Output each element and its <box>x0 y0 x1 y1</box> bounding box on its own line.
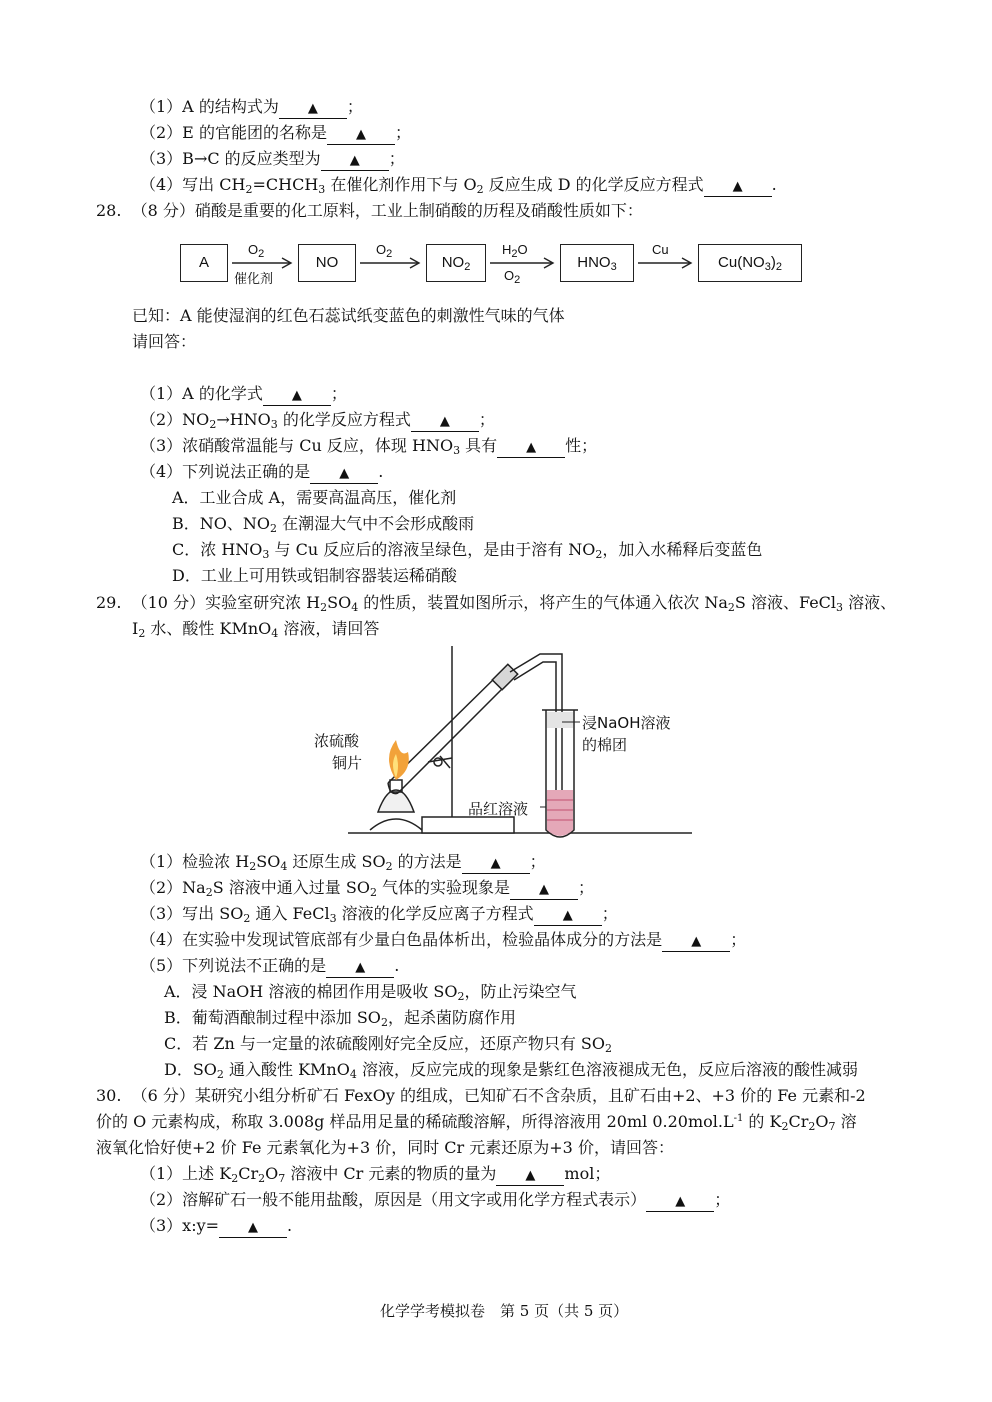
q29-part1: （1）检验浓 $H_2SO_4$ 还原生成 $SO_2$ 的方法是 ▲ ； <box>140 852 546 873</box>
q28-ask: 请回答： <box>132 332 197 351</box>
q29-title-line2: $I_2$ 水、酸性 KMnO$_4$ 溶液，请回答 <box>132 619 380 640</box>
q27-part4: （4）写出 $CH_2=CHCH_3$ 在催化剂作用下与 $O_2$ 反应生成 D 的化学反应方程式 ▲ . <box>140 175 777 196</box>
q29-option-b: B．葡萄酒酿制过程中添加 $SO_2$，起杀菌防腐作用 <box>164 1008 516 1029</box>
q28-option-a: A．工业合成 A，需要高温高压，催化剂 <box>172 488 457 507</box>
label-concentrated-sulfuric-acid: 浓硫酸 <box>314 732 360 750</box>
q27-part1: （1）A 的结构式为 ▲ ； <box>140 95 363 119</box>
blank-mark: ▲ <box>539 882 550 897</box>
answer-blank[interactable] <box>646 1191 714 1212</box>
answer-blank[interactable] <box>219 1217 287 1238</box>
q29-part5: （5）下列说法不正确的是 ▲ . <box>140 954 399 978</box>
q30-part2: （2）溶解矿石一般不能用盐酸，原因是（用文字或用化学方程式表示） ▲ ； <box>140 1188 730 1212</box>
blank-mark: ▲ <box>355 960 366 975</box>
q28-part1: （1）A 的化学式 ▲ ； <box>140 382 347 406</box>
flow-arrows <box>0 0 992 300</box>
flow-box-hno3: $HNO_3$ <box>560 244 634 282</box>
q28-part3: （3）浓硝酸常温能与 Cu 反应，体现 $HNO_3$ 具有 ▲ 性； <box>140 436 598 457</box>
blank-mark: ▲ <box>675 1194 686 1209</box>
q28-known: 已知：A 能使湿润的红色石蕊试纸变蓝色的刺激性气味的气体 <box>132 306 565 325</box>
answer-blank[interactable] <box>510 879 578 900</box>
flow-box-a: A <box>180 244 228 282</box>
page-footer: 化学学考模拟卷 第 5 页（共 5 页） <box>380 1302 629 1320</box>
answer-blank[interactable] <box>534 905 602 926</box>
answer-blank[interactable] <box>497 437 565 458</box>
q30-title-line3: 液氧化恰好使+2 价 Fe 元素氧化为+3 价，同时 Cr 元素还原为+3 价，请回答： <box>96 1138 674 1157</box>
blank-mark: ▲ <box>248 1220 259 1235</box>
flow-box-no2: $NO_2$ <box>426 244 486 282</box>
blank-mark: ▲ <box>691 934 702 949</box>
q30-title-line2: 价的 O 元素构成，称取 3.008g 样品用足量的稀硫酸溶解，所得溶液用 20ml $0.20mol.L^{-1}$ 的 $K_2Cr_2O_7$ 溶 <box>96 1112 857 1133</box>
q28-part2: $(2)NO_2\to HNO_3$ 的化学反应方程式 ▲ ； <box>140 410 495 431</box>
blank-mark: ▲ <box>355 127 366 142</box>
arrow2-label-top: $O_2$ <box>376 242 393 260</box>
blank-mark: ▲ <box>732 179 743 194</box>
arrow1-label-top: $O_2$ <box>248 242 265 260</box>
arrow3-label-bottom: $O_2$ <box>504 268 521 286</box>
blank-mark: ▲ <box>562 908 573 923</box>
q28-option-d: D．工业上可用铁或铝制容器装运稀硝酸 <box>172 566 457 585</box>
flow-box-no: NO <box>298 244 356 282</box>
blank-mark: ▲ <box>526 440 537 455</box>
q29-option-d: D．$SO_2$ 通入酸性 KMnO$_4$ 溶液，反应完成的现象是紫红色溶液褪成无色，反应后溶液的酸性减弱 <box>164 1060 858 1081</box>
answer-blank[interactable] <box>662 931 730 952</box>
answer-blank[interactable] <box>496 1165 564 1186</box>
q29-option-a: A．浸 NaOH 溶液的棉团作用是吸收 $SO_2$，防止污染空气 <box>164 982 577 1003</box>
q30-part3: （3）x:y= ▲ . <box>140 1214 292 1238</box>
answer-blank[interactable] <box>310 463 378 484</box>
label-copper: 铜片 <box>332 754 363 772</box>
blank-mark: ▲ <box>439 414 450 429</box>
answer-blank[interactable] <box>263 385 331 406</box>
q29-title-line1: 29. （10 分）实验室研究浓 $H_2SO_4$ 的性质，装置如图所示，将产生的气体通入依次 $Na_2S$ 溶液、FeCl$_3$ 溶液、 <box>96 593 897 614</box>
q28-title: 28. （8 分）硝酸是重要的化工原料，工业上制硝酸的历程及硝酸性质如下： <box>96 201 643 220</box>
label-cotton: 的棉团 <box>582 736 628 754</box>
flow-box-cuno3: $Cu(NO_3)_2$ <box>698 244 802 282</box>
label-magenta-solution: 品红溶液 <box>468 800 529 818</box>
blank-mark: ▲ <box>490 856 501 871</box>
q28-option-c: C．浓 $HNO_3$ 与 Cu 反应后的溶液呈绿色，是由于溶有 $NO_2$，加入水稀释后变蓝色 <box>172 540 763 561</box>
q29-part2: $(2)Na_2S$ 溶液中通入过量 $SO_2$ 气体的实验现象是 ▲ ； <box>140 878 595 899</box>
q28-part4: （4）下列说法正确的是 ▲ . <box>140 460 383 484</box>
blank-mark: ▲ <box>291 388 302 403</box>
answer-blank[interactable] <box>326 957 394 978</box>
arrow4-label-top: Cu <box>652 242 669 257</box>
q29-option-c: C．若 Zn 与一定量的浓硫酸刚好完全反应，还原产物只有 $SO_2$ <box>164 1034 613 1055</box>
q29-part3: （3）写出 $SO_2$ 通入 FeCl$_3$ 溶液的化学反应离子方程式 ▲ ； <box>140 904 618 925</box>
q30-part1: （1）上述 $K_2Cr_2O_7$ 溶液中 Cr 元素的物质的量为 ▲ mol； <box>140 1164 611 1185</box>
q29-part4: （4）在实验中发现试管底部有少量白色晶体析出，检验晶体成分的方法是 ▲ ； <box>140 928 746 952</box>
blank-mark: ▲ <box>525 1168 536 1183</box>
answer-blank[interactable] <box>462 853 530 874</box>
label-naoh-cotton: 浸NaOH溶液 <box>582 714 671 732</box>
answer-blank[interactable] <box>411 411 479 432</box>
blank-mark: ▲ <box>339 466 350 481</box>
arrow3-label-top: $H_2O$ <box>502 242 528 260</box>
q28-option-b: B．NO、$NO_2$ 在潮湿大气中不会形成酸雨 <box>172 514 475 535</box>
q27-part3: （3）B→C 的反应类型为 ▲ ； <box>140 147 405 171</box>
blank-mark: ▲ <box>349 153 360 168</box>
arrow1-label-bottom: 催化剂 <box>234 271 274 286</box>
q30-title-line1: 30. （6 分）某研究小组分析矿石 FexOy 的组成，已知矿石不含杂质，且矿石由+2、+3 价的 Fe 元素和-2 <box>96 1086 866 1105</box>
blank-mark: ▲ <box>307 101 318 116</box>
q27-part2: （2）E 的官能团的名称是 ▲ ； <box>140 121 411 145</box>
